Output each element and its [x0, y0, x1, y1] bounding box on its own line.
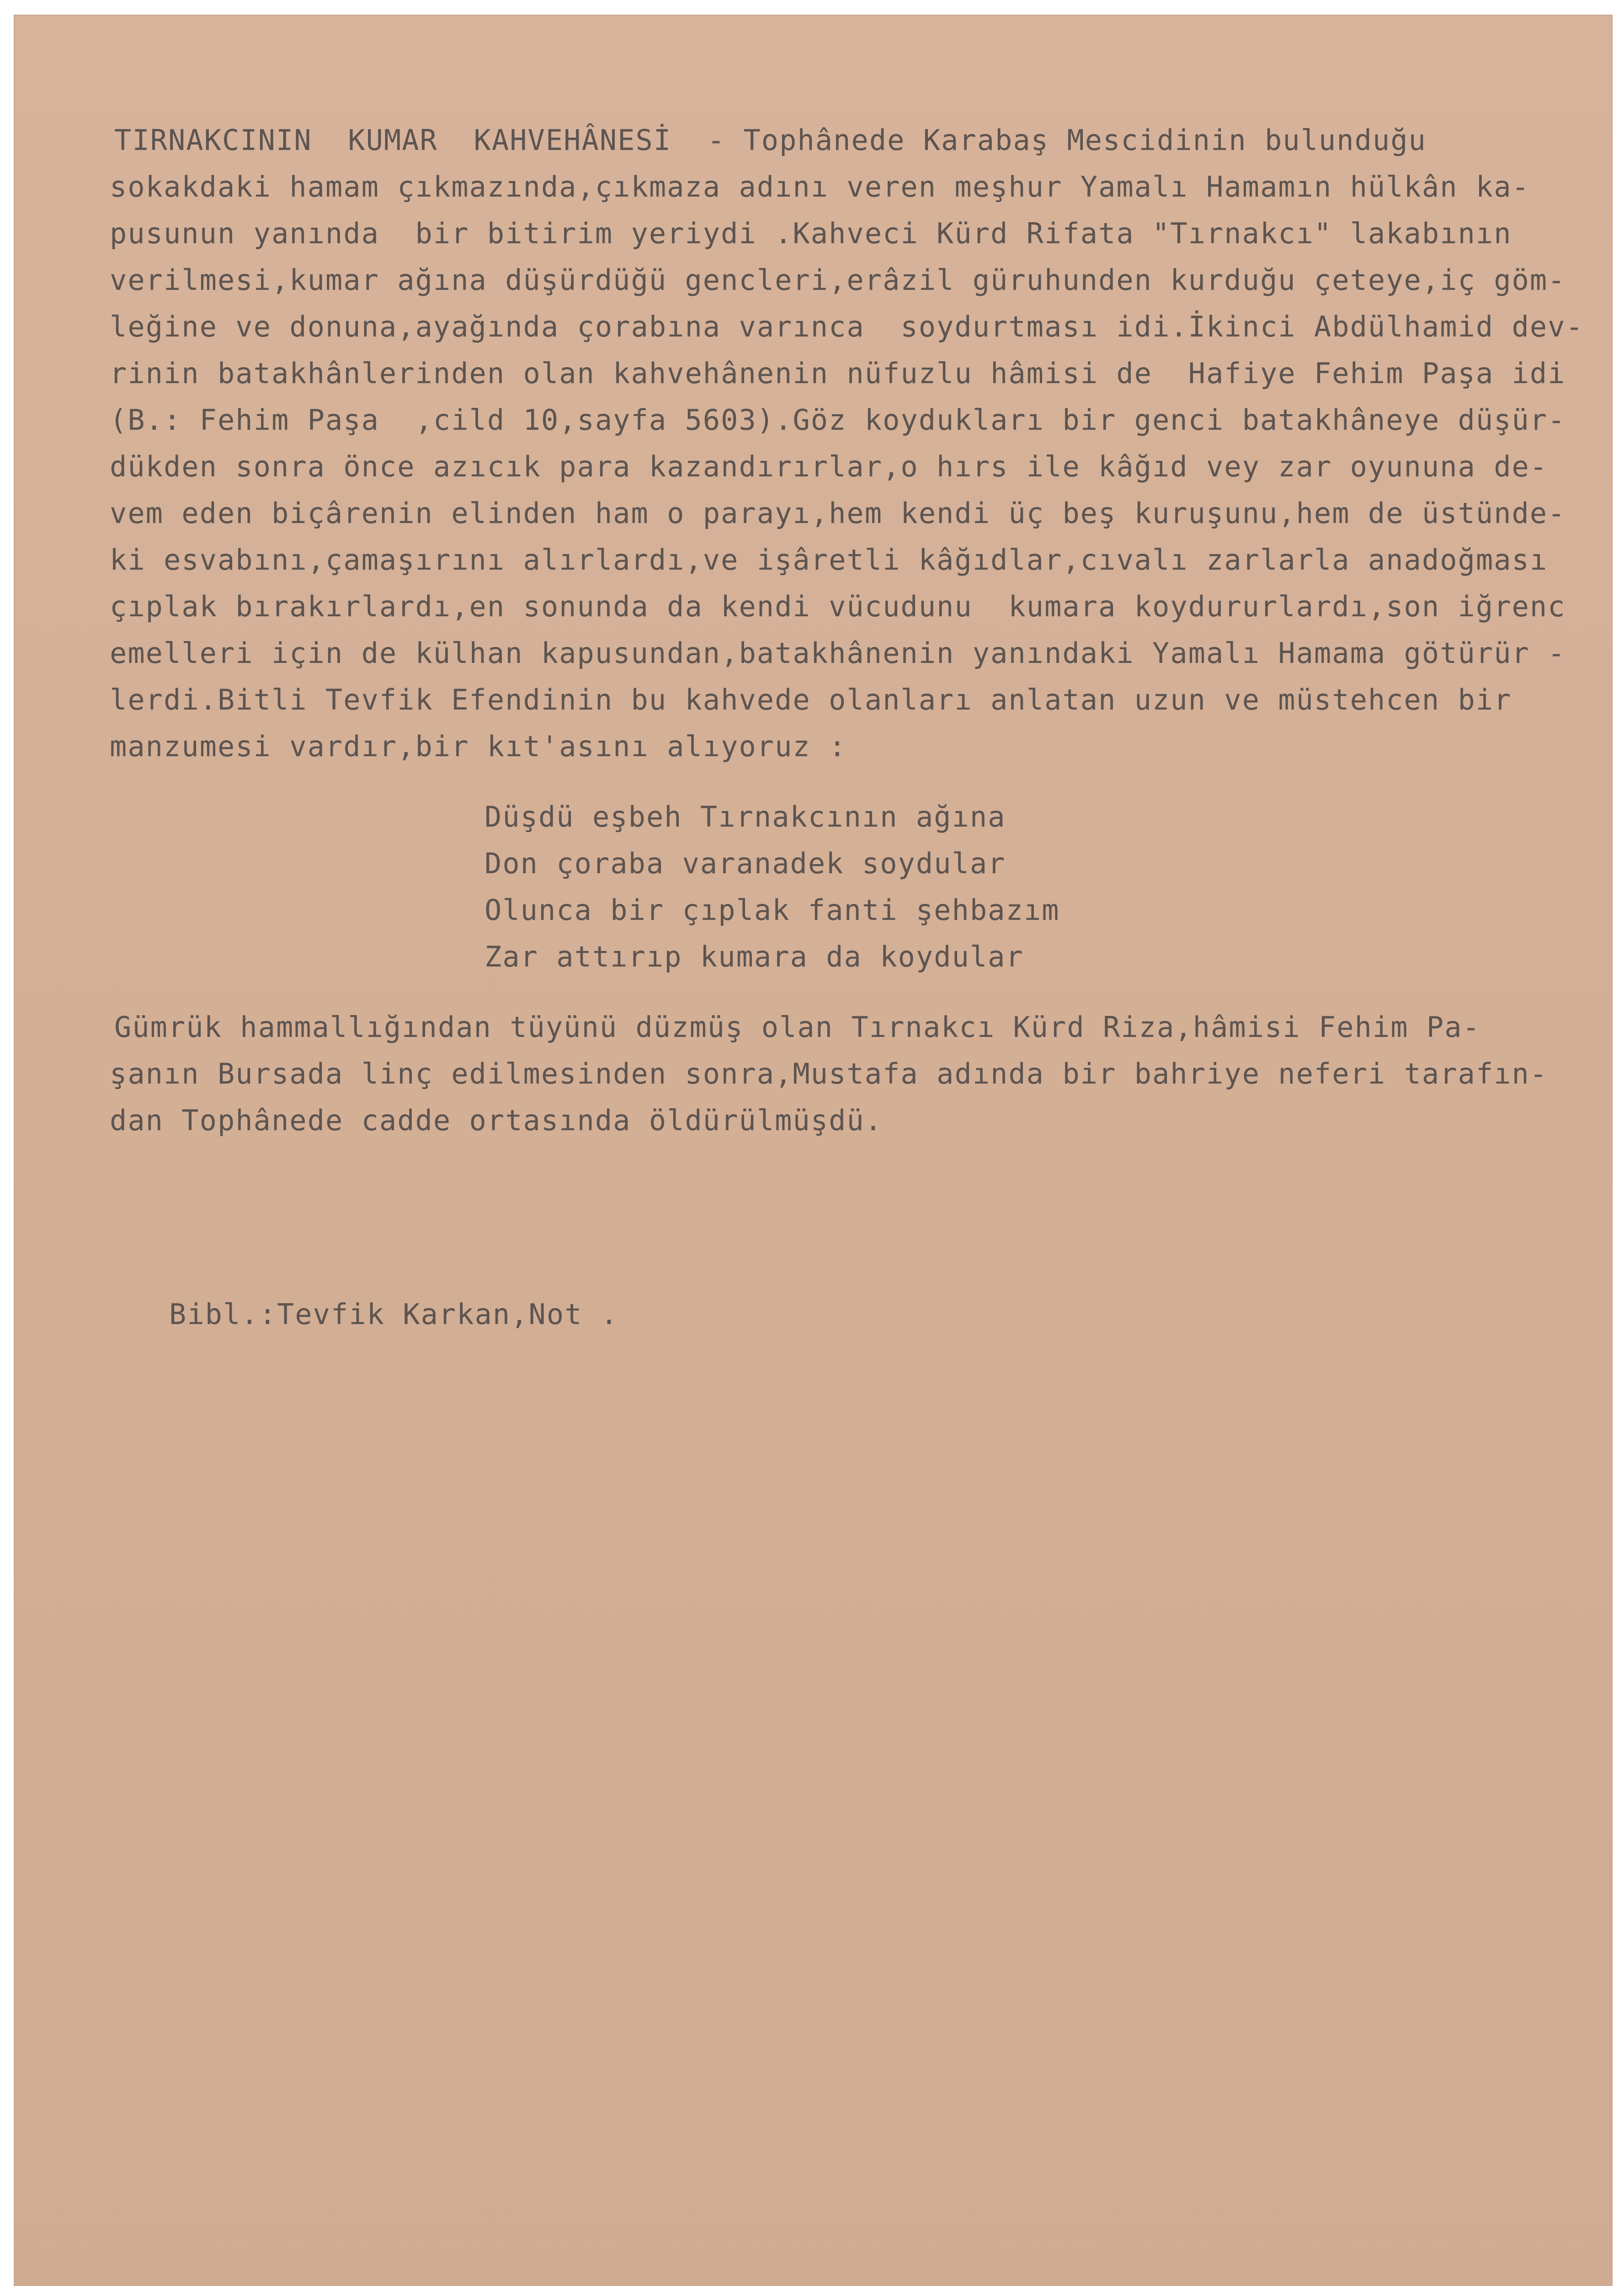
bibliography-note: Bibl.:Tevfik Karkan,Not .: [169, 1298, 619, 1331]
text-line: çıplak bırakırlardı,en sonunda da kendi vücudunu kumara koydururlardı,son iğrenc: [110, 590, 1566, 623]
text-line: leğine ve donuna,ayağında çorabına varınca soydurtması idi.İkinci Abdülhamid dev-: [110, 310, 1584, 343]
verse-line: Zar attırıp kumara da koydular: [485, 940, 1024, 973]
verse-line: Düşdü eşbeh Tırnakcının ağına: [485, 800, 1006, 833]
text-line: dükden sonra önce azıcık para kazandırırlar,o hırs ile kâğıd vey zar oyununa de-: [110, 450, 1548, 483]
text-line: rinin batakhânlerinden olan kahvehânenin nüfuzlu hâmisi de Hafiye Fehim Paşa idi: [110, 357, 1566, 390]
text-line: manzumesi vardır,bir kıt'asını alıyoruz :: [110, 730, 847, 763]
text-line: verilmesi,kumar ağına düşürdüğü gencleri,erâzil güruhunden kurduğu çeteye,iç göm-: [110, 263, 1566, 297]
text-line: (B.: Fehim Paşa ,cild 10,sayfa 5603).Göz koydukları bir genci batakhâneye düşür-: [110, 403, 1566, 437]
text-line: Gümrük hammallığından tüyünü düzmüş olan Tırnakcı Kürd Riza,hâmisi Fehim Pa-: [114, 1010, 1480, 1044]
text-line: emelleri için de külhan kapusundan,batakhânenin yanındaki Yamalı Hamama götürür -: [110, 636, 1566, 670]
text-line: dan Tophânede cadde ortasında öldürülmüşdü.: [110, 1104, 883, 1137]
text-line: pusunun yanında bir bitirim yeriydi .Kahveci Kürd Rifata "Tırnakcı" lakabının: [110, 217, 1512, 250]
verse-line: Don çoraba varanadek soydular: [485, 847, 1006, 880]
text-line: sokakdaki hamam çıkmazında,çıkmaza adını veren meşhur Yamalı Hamamın hülkân ka-: [110, 170, 1530, 203]
text-line: vem eden biçârenin elinden ham o parayı,hem kendi üç beş kuruşunu,hem de üstünde-: [110, 497, 1566, 530]
verse-line: Olunca bir çıplak fanti şehbazım: [485, 893, 1060, 927]
text-line: ki esvabını,çamaşırını alırlardı,ve işâretli kâğıdlar,cıvalı zarlarla anadoğması: [110, 543, 1548, 577]
text-line: lerdi.Bitli Tevfik Efendinin bu kahvede olanları anlatan uzun ve müstehcen bir: [110, 683, 1512, 716]
typewritten-page: [14, 15, 1613, 2286]
text-line: TIRNAKCININ KUMAR KAHVEHÂNESİ - Tophânede Karabaş Mescidinin bulunduğu: [114, 123, 1427, 157]
text-line: şanın Bursada linç edilmesinden sonra,Mustafa adında bir bahriye neferi tarafın-: [110, 1057, 1548, 1090]
